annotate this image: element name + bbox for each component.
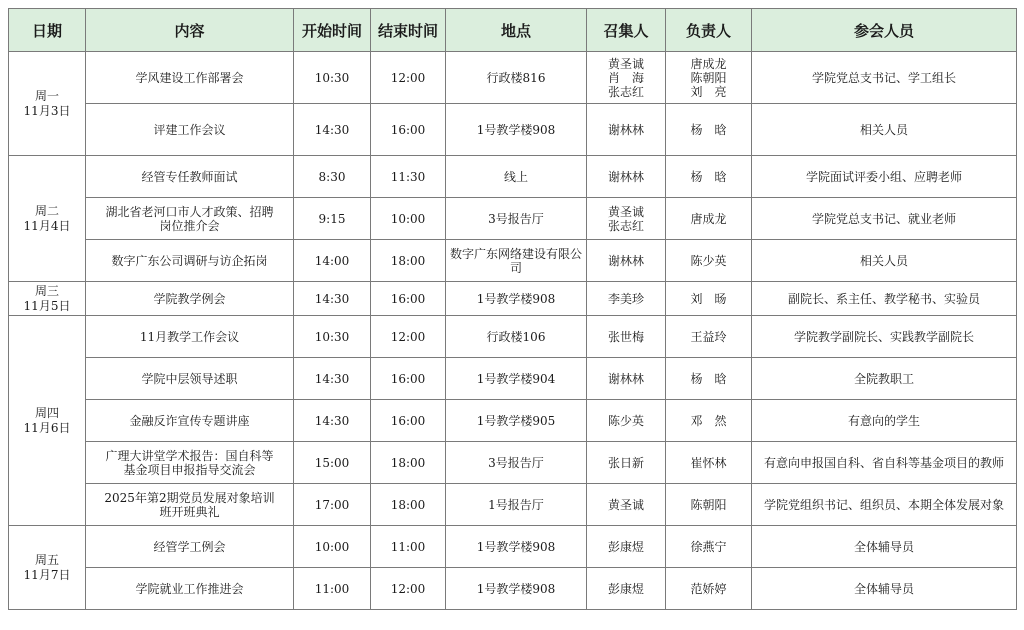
table-row (9, 104, 1017, 156)
end-time-cell: 18:00 (371, 240, 446, 282)
convener-cell (587, 400, 666, 442)
table-row (9, 198, 1017, 240)
place-cell: 行政楼106 (446, 316, 587, 358)
date-cell (9, 282, 86, 316)
convener-cell (587, 316, 666, 358)
date-cell (9, 526, 86, 610)
owner-name: 王益玲 (690, 329, 727, 344)
convener-name: 陈少英 (607, 413, 644, 428)
attendees-cell: 相关人员 (752, 240, 1017, 282)
convener-name: 谢林林 (607, 371, 644, 386)
owner-cell (666, 358, 752, 400)
end-time-cell: 11:00 (371, 526, 446, 568)
content-cell: 学院教学例会 (86, 282, 294, 316)
end-time-cell: 12:00 (371, 316, 446, 358)
start-time-cell: 14:30 (294, 282, 371, 316)
attendees-cell: 全院教职工 (752, 358, 1017, 400)
owner-name: 杨 晗 (690, 371, 727, 386)
place-cell: 1号教学楼908 (446, 526, 587, 568)
convener-cell (587, 282, 666, 316)
header-content: 内容 (86, 9, 294, 52)
convener-cell (587, 198, 666, 240)
start-time-cell: 10:30 (294, 316, 371, 358)
convener-cell (587, 358, 666, 400)
place-cell: 1号教学楼908 (446, 282, 587, 316)
attendees-cell: 学院党组织书记、组织员、本期全体发展对象 (752, 484, 1017, 526)
place-cell: 3号报告厅 (446, 198, 587, 240)
end-time-cell: 16:00 (371, 400, 446, 442)
weekly-meeting-schedule-table (8, 8, 1017, 610)
header-owner: 负责人 (666, 9, 752, 52)
date-cell (9, 316, 86, 526)
convener-cell (587, 240, 666, 282)
attendees-cell: 全体辅导员 (752, 568, 1017, 610)
convener-name: 彭康煜 (607, 581, 644, 596)
end-time-cell: 16:00 (371, 282, 446, 316)
place-cell: 数字广东网络建设有限公司 (446, 240, 587, 282)
table-row (9, 240, 1017, 282)
weekday-label: 周三 (34, 283, 59, 298)
convener-cell (587, 156, 666, 198)
content-cell: 学风建设工作部署会 (86, 52, 294, 104)
owner-cell (666, 526, 752, 568)
convener-name: 张志红 (607, 84, 644, 99)
date-cell (9, 156, 86, 282)
owner-cell (666, 198, 752, 240)
start-time-cell: 14:00 (294, 240, 371, 282)
convener-name: 谢林林 (607, 122, 644, 137)
convener-name: 张日新 (607, 455, 644, 470)
owner-name: 陈朝阳 (690, 70, 727, 85)
owner-name: 唐成龙 (690, 211, 727, 226)
convener-cell (587, 526, 666, 568)
owner-name: 杨 晗 (690, 122, 727, 137)
start-time-cell: 10:00 (294, 526, 371, 568)
convener-cell (587, 484, 666, 526)
content-cell: 评建工作会议 (86, 104, 294, 156)
date-label: 11月7日 (23, 567, 71, 582)
content-cell: 学院中层领导述职 (86, 358, 294, 400)
start-time-cell: 10:30 (294, 52, 371, 104)
place-cell: 3号报告厅 (446, 442, 587, 484)
table-row (9, 526, 1017, 568)
owner-cell (666, 156, 752, 198)
convener-cell (587, 442, 666, 484)
place-cell: 1号教学楼904 (446, 358, 587, 400)
header-end-time: 结束时间 (371, 9, 446, 52)
attendees-cell: 副院长、系主任、教学秘书、实验员 (752, 282, 1017, 316)
owner-cell (666, 442, 752, 484)
start-time-cell: 11:00 (294, 568, 371, 610)
date-label: 11月3日 (23, 103, 71, 118)
attendees-cell: 学院党总支书记、就业老师 (752, 198, 1017, 240)
content-cell: 学院就业工作推进会 (86, 568, 294, 610)
end-time-cell: 18:00 (371, 442, 446, 484)
owner-name: 邓 然 (690, 413, 727, 428)
convener-name: 谢林林 (607, 253, 644, 268)
attendees-cell: 相关人员 (752, 104, 1017, 156)
convener-cell (587, 568, 666, 610)
start-time-cell: 14:30 (294, 400, 371, 442)
start-time-cell: 14:30 (294, 358, 371, 400)
end-time-cell: 12:00 (371, 52, 446, 104)
header-row (9, 9, 1017, 52)
content-cell: 数字广东公司调研与访企拓岗 (86, 240, 294, 282)
convener-name: 黄圣诚 (607, 497, 644, 512)
end-time-cell: 16:00 (371, 104, 446, 156)
owner-name: 刘 亮 (690, 84, 727, 99)
owner-name: 唐成龙 (690, 56, 727, 71)
weekday-label: 周一 (34, 88, 59, 103)
place-cell: 线上 (446, 156, 587, 198)
content-cell: 2025年第2期党员发展对象培训班开班典礼 (86, 484, 294, 526)
place-cell: 1号教学楼908 (446, 568, 587, 610)
owner-name: 徐燕宁 (690, 539, 727, 554)
attendees-cell: 有意向的学生 (752, 400, 1017, 442)
owner-cell (666, 240, 752, 282)
place-cell: 1号报告厅 (446, 484, 587, 526)
end-time-cell: 18:00 (371, 484, 446, 526)
content-cell: 广理大讲堂学术报告：国自科等基金项目申报指导交流会 (86, 442, 294, 484)
header-attendees: 参会人员 (752, 9, 1017, 52)
convener-name: 李美珍 (607, 291, 644, 306)
end-time-cell: 11:30 (371, 156, 446, 198)
header-start-time: 开始时间 (294, 9, 371, 52)
end-time-cell: 16:00 (371, 358, 446, 400)
owner-cell (666, 282, 752, 316)
table-row (9, 442, 1017, 484)
convener-name: 张志红 (607, 218, 644, 233)
owner-name: 陈少英 (690, 253, 727, 268)
convener-name: 张世梅 (607, 329, 644, 344)
owner-cell (666, 568, 752, 610)
content-cell: 经管专任教师面试 (86, 156, 294, 198)
date-label: 11月6日 (23, 420, 71, 435)
attendees-cell: 全体辅导员 (752, 526, 1017, 568)
owner-cell (666, 52, 752, 104)
attendees-cell: 有意向申报国自科、省自科等基金项目的教师 (752, 442, 1017, 484)
table-row (9, 358, 1017, 400)
table-row (9, 282, 1017, 316)
start-time-cell: 8:30 (294, 156, 371, 198)
date-cell (9, 52, 86, 156)
owner-name: 范娇婷 (690, 581, 727, 596)
end-time-cell: 12:00 (371, 568, 446, 610)
header-date: 日期 (9, 9, 86, 52)
place-cell: 1号教学楼905 (446, 400, 587, 442)
convener-name: 黄圣诚 (607, 204, 644, 219)
date-label: 11月5日 (23, 298, 71, 313)
table-row (9, 156, 1017, 198)
end-time-cell: 10:00 (371, 198, 446, 240)
header-place: 地点 (446, 9, 587, 52)
content-cell: 金融反诈宣传专题讲座 (86, 400, 294, 442)
schedule-body (9, 52, 1017, 610)
convener-name: 彭康煜 (607, 539, 644, 554)
date-label: 11月4日 (23, 218, 71, 233)
owner-cell (666, 104, 752, 156)
table-row (9, 484, 1017, 526)
start-time-cell: 15:00 (294, 442, 371, 484)
content-cell: 湖北省老河口市人才政策、招聘岗位推介会 (86, 198, 294, 240)
convener-name: 黄圣诚 (607, 56, 644, 71)
table-row (9, 316, 1017, 358)
owner-name: 杨 晗 (690, 169, 727, 184)
table-row (9, 52, 1017, 104)
owner-cell (666, 484, 752, 526)
start-time-cell: 14:30 (294, 104, 371, 156)
owner-name: 崔怀林 (690, 455, 727, 470)
weekday-label: 周四 (34, 405, 59, 420)
convener-name: 谢林林 (607, 169, 644, 184)
attendees-cell: 学院教学副院长、实践教学副院长 (752, 316, 1017, 358)
place-cell: 1号教学楼908 (446, 104, 587, 156)
convener-name: 肖 海 (607, 70, 644, 85)
attendees-cell: 学院党总支书记、学工组长 (752, 52, 1017, 104)
convener-cell (587, 104, 666, 156)
start-time-cell: 9:15 (294, 198, 371, 240)
content-cell: 经管学工例会 (86, 526, 294, 568)
table-row (9, 568, 1017, 610)
weekday-label: 周五 (34, 552, 59, 567)
attendees-cell: 学院面试评委小组、应聘老师 (752, 156, 1017, 198)
owner-name: 刘 旸 (690, 291, 727, 306)
owner-name: 陈朝阳 (690, 497, 727, 512)
weekday-label: 周二 (34, 203, 59, 218)
owner-cell (666, 400, 752, 442)
header-convener: 召集人 (587, 9, 666, 52)
convener-cell (587, 52, 666, 104)
owner-cell (666, 316, 752, 358)
content-cell: 11月教学工作会议 (86, 316, 294, 358)
place-cell: 行政楼816 (446, 52, 587, 104)
start-time-cell: 17:00 (294, 484, 371, 526)
table-row (9, 400, 1017, 442)
